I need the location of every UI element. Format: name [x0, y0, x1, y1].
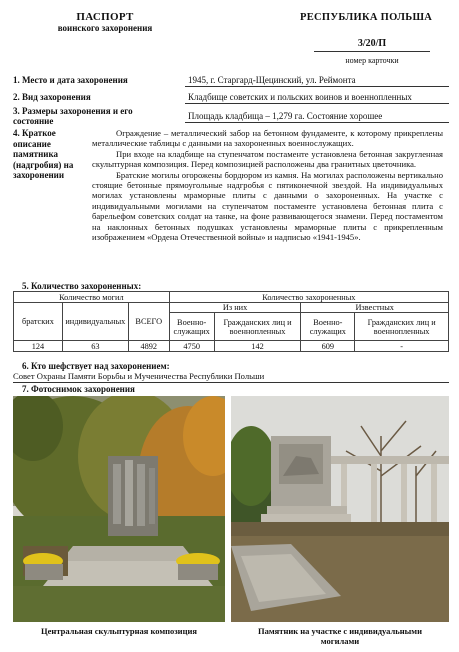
place-label: 1. Место и дата захоронения: [13, 75, 128, 85]
passport-header: [30, 12, 180, 34]
caption-right-line-1: Памятник на участке с индивидуальными: [258, 626, 422, 636]
card-number-underline: [314, 51, 430, 52]
buried-header: Количество захороненных: [169, 292, 448, 303]
size-label-line-2: состояние: [13, 116, 54, 126]
quantity-table: [13, 291, 449, 352]
known-civilians-value: -: [355, 341, 449, 352]
total-header: ВСЕГО: [128, 303, 169, 341]
description-label-line-5: захоронении: [13, 170, 65, 180]
civilians-header: Гражданских лиц и военнопленных: [214, 313, 301, 341]
description-paragraph-3: Братские могилы огорожены бордюром из камня. На могилах расположены вертикально стоящие бетонные прямоугольные надгробья с пятиконечной звездой. На индивидуальных могилах установлены мраморные плиты с данными о захороненных. На участке с индивидуальными могилами на ступенчатом постаменте установлена бетонная плита с барельефом советских солдат на танке, на фоне развивающегося знамени. Перед постаментом на наклонных бетонных подушках установлены мраморные плиты с прикрепленным изображением «Ордена Отечественной войны» и надписью «1941-1945».: [92, 169, 443, 243]
photo-central-composition: [13, 396, 225, 622]
description-paragraph-1: Ограждение – металлический забор на бетонном фундаменте, к которому прикреплены металлические таблицы с данными на захороненных военнослужащих.: [92, 128, 443, 149]
description-label-line-3: памятника: [13, 149, 59, 159]
known-military-value: 609: [301, 341, 355, 352]
size-value: Площадь кладбища – 1,279 га. Состояние хорошее: [188, 111, 383, 121]
civilians-value: 142: [214, 341, 301, 352]
mass-graves-value: 124: [14, 341, 63, 352]
photo-individual-graves-monument: [231, 396, 449, 622]
description-label-line-2: описание: [13, 138, 51, 149]
size-underline: [185, 122, 449, 123]
quantity-section-title: 5. Количество захороненных:: [22, 281, 142, 291]
caption-right: [225, 627, 455, 646]
caption-right-line-2: могилами: [320, 635, 360, 646]
place-underline: [185, 86, 449, 87]
type-underline: [185, 103, 449, 104]
description-label-line-4: (надгробия) на: [13, 159, 74, 170]
known-civilians-header: Гражданских лиц и военнопленных: [355, 313, 449, 341]
patron-value: Совет Охраны Памяти Борьбы и Мученичества Республики Польши: [13, 371, 449, 383]
total-value: 4892: [128, 341, 169, 352]
mass-graves-header: братских: [14, 303, 63, 341]
photo-individual-graves-monument-image: [231, 396, 449, 622]
individual-graves-value: 63: [62, 341, 128, 352]
military-header: Военно-служащих: [169, 313, 214, 341]
place-value: 1945, г. Старгард-Щецинский, ул. Реймонта: [188, 75, 356, 85]
description-text: [92, 128, 443, 242]
size-label-line-1: 3. Размеры захоронения и его: [13, 106, 133, 116]
description-label-line-1: 4. Краткое: [13, 128, 56, 138]
size-label: [13, 106, 133, 126]
of-them-header: Из них: [169, 303, 301, 313]
description-paragraph-2: При входе на кладбище на ступенчатом постаменте установлена бетонная закругленная скульптурная композиция. Перед композицией расположены два гранитных цветочника.: [92, 148, 443, 170]
graves-header: Количество могил: [14, 292, 170, 303]
known-header: Известных: [301, 303, 449, 313]
photos-section-title: 7. Фотоснимок захоронения: [22, 384, 135, 394]
card-number-label: номер карточки: [345, 56, 399, 65]
military-value: 4750: [169, 341, 214, 352]
type-value: Кладбище советских и польских воинов и военнопленных: [188, 92, 412, 102]
country-title: РЕСПУБЛИКА ПОЛЬША: [300, 12, 433, 23]
known-military-header: Военно-служащих: [301, 313, 355, 341]
card-number: 3/20/П: [357, 38, 387, 49]
photo-central-composition-image: [13, 396, 225, 622]
individual-graves-header: индивидуальных: [62, 303, 128, 341]
document-title: ПАСПОРТ: [76, 11, 134, 23]
document-subtitle: воинского захоронения: [57, 23, 153, 33]
type-label: 2. Вид захоронения: [13, 92, 91, 102]
patron-section-title: 6. Кто шефствует над захоронением:: [22, 361, 170, 371]
caption-left: Центральная скульптурная композиция: [41, 626, 197, 636]
description-label: [13, 128, 73, 181]
